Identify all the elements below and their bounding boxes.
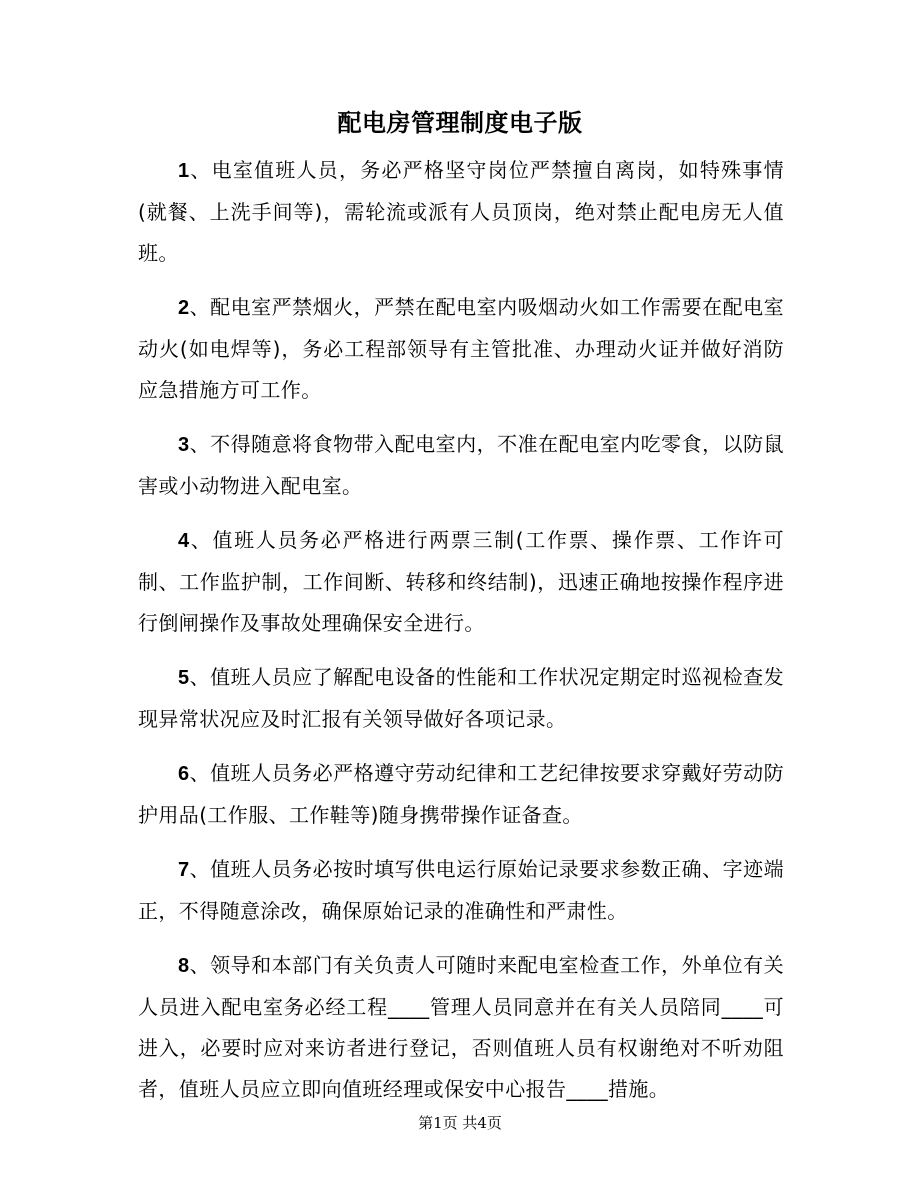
paragraph-6 <box>138 753 784 836</box>
paragraph-text: 、值班人员务必按时填写供电运行原始记录要求参数正确、字迹端正，不得随意涂改，确保原始记录的准确性和严肃性。 <box>138 857 784 923</box>
paragraph-number: 8 <box>178 955 190 977</box>
paragraph-text: 、不得随意将食物带入配电室内，不准在配电室内吃零食，以防鼠害或小动物进入配电室。 <box>138 432 784 498</box>
paragraph-text: 、电室值班人员，务必严格坚守岗位严禁擅自离岗，如特殊事情(就餐、上洗手间等)，需轮流或派有人员顶岗，绝对禁止配电房无人值班。 <box>138 158 784 265</box>
document-body <box>138 150 784 1123</box>
paragraph-7 <box>138 849 784 932</box>
paragraph-number: 4 <box>178 530 190 552</box>
paragraph-number: 6 <box>178 763 190 785</box>
paragraph-2 <box>138 287 784 411</box>
paragraph-text: 、值班人员应了解配电设备的性能和工作状况定期定时巡视检查发现异常状况应及时汇报有关领导做好各项记录。 <box>138 665 784 731</box>
page-footer: 第1页 共4页 <box>418 1114 502 1132</box>
paragraph-3 <box>138 424 784 507</box>
paragraph-number: 1 <box>178 160 190 182</box>
paragraph-number: 3 <box>178 434 190 456</box>
paragraph-text: 、值班人员务必严格遵守劳动纪律和工艺纪律按要求穿戴好劳动防护用品(工作服、工作鞋等)随身携带操作证备查。 <box>138 761 784 827</box>
paragraph-number: 5 <box>178 667 190 689</box>
paragraph-4 <box>138 520 784 644</box>
paragraph-number: 7 <box>178 859 190 881</box>
paragraph-text: 、领导和本部门有关负责人可随时来配电室检查工作，外单位有关人员进入配电室务必经工程____管理人员同意并在有关人员陪同____可进入，必要时应对来访者进行登记，否则值班人员有权谢绝对不听劝阻者，值班人员应立即向值班经理或保安中心报告____措施。 <box>138 953 784 1101</box>
paragraph-5 <box>138 657 784 740</box>
paragraph-1 <box>138 150 784 274</box>
document-title: 配电房管理制度电子版 <box>337 109 583 137</box>
paragraph-text: 、配电室严禁烟火，严禁在配电室内吸烟动火如工作需要在配电室动火(如电焊等)，务必工程部领导有主管批准、办理动火证并做好消防应急措施方可工作。 <box>138 295 784 402</box>
paragraph-8 <box>138 945 784 1110</box>
paragraph-number: 2 <box>178 297 190 319</box>
paragraph-text: 、值班人员务必严格进行两票三制(工作票、操作票、工作许可制、工作监护制，工作间断、转移和终结制)，迅速正确地按操作程序进行倒闸操作及事故处理确保安全进行。 <box>138 528 784 635</box>
